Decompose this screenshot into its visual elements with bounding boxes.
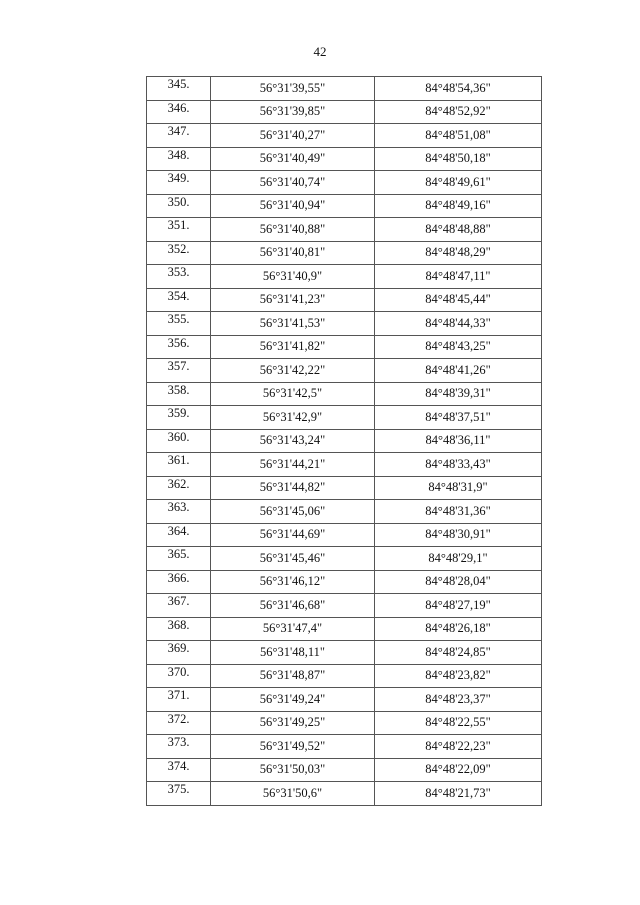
longitude-cell: 84°48'50,18" bbox=[375, 147, 542, 171]
point-number-cell: 366. bbox=[147, 570, 211, 594]
latitude-cell: 56°31'49,52" bbox=[211, 735, 375, 759]
point-number-cell: 357. bbox=[147, 359, 211, 383]
point-number-cell: 364. bbox=[147, 523, 211, 547]
longitude-cell: 84°48'27,19" bbox=[375, 594, 542, 618]
latitude-cell: 56°31'48,87" bbox=[211, 664, 375, 688]
point-number-cell: 354. bbox=[147, 288, 211, 312]
table-row bbox=[147, 335, 542, 359]
latitude-cell: 56°31'42,5" bbox=[211, 382, 375, 406]
latitude-cell: 56°31'40,88" bbox=[211, 218, 375, 242]
latitude-cell: 56°31'44,69" bbox=[211, 523, 375, 547]
latitude-cell: 56°31'49,25" bbox=[211, 711, 375, 735]
point-number-cell: 374. bbox=[147, 758, 211, 782]
longitude-cell: 84°48'28,04" bbox=[375, 570, 542, 594]
point-number-cell: 352. bbox=[147, 241, 211, 265]
latitude-cell: 56°31'43,24" bbox=[211, 429, 375, 453]
longitude-cell: 84°48'29,1" bbox=[375, 547, 542, 571]
latitude-cell: 56°31'40,81" bbox=[211, 241, 375, 265]
latitude-cell: 56°31'40,27" bbox=[211, 124, 375, 148]
longitude-cell: 84°48'36,11" bbox=[375, 429, 542, 453]
longitude-cell: 84°48'47,11" bbox=[375, 265, 542, 289]
longitude-cell: 84°48'23,82" bbox=[375, 664, 542, 688]
point-number-cell: 365. bbox=[147, 547, 211, 571]
latitude-cell: 56°31'50,6" bbox=[211, 782, 375, 806]
latitude-cell: 56°31'42,22" bbox=[211, 359, 375, 383]
longitude-cell: 84°48'26,18" bbox=[375, 617, 542, 641]
latitude-cell: 56°31'41,82" bbox=[211, 335, 375, 359]
point-number-cell: 359. bbox=[147, 406, 211, 430]
table-row bbox=[147, 288, 542, 312]
table-row bbox=[147, 171, 542, 195]
point-number-cell: 370. bbox=[147, 664, 211, 688]
latitude-cell: 56°31'46,12" bbox=[211, 570, 375, 594]
longitude-cell: 84°48'41,26" bbox=[375, 359, 542, 383]
longitude-cell: 84°48'45,44" bbox=[375, 288, 542, 312]
table-row bbox=[147, 312, 542, 336]
table-row bbox=[147, 711, 542, 735]
table-row bbox=[147, 594, 542, 618]
longitude-cell: 84°48'48,29" bbox=[375, 241, 542, 265]
table-row bbox=[147, 406, 542, 430]
page-number: 42 bbox=[313, 44, 327, 59]
latitude-cell: 56°31'50,03" bbox=[211, 758, 375, 782]
table-row bbox=[147, 547, 542, 571]
point-number-cell: 346. bbox=[147, 100, 211, 124]
table-row bbox=[147, 523, 542, 547]
latitude-cell: 56°31'47,4" bbox=[211, 617, 375, 641]
table-row bbox=[147, 100, 542, 124]
latitude-cell: 56°31'45,06" bbox=[211, 500, 375, 524]
point-number-cell: 356. bbox=[147, 335, 211, 359]
table-row bbox=[147, 641, 542, 665]
latitude-cell: 56°31'48,11" bbox=[211, 641, 375, 665]
latitude-cell: 56°31'39,55" bbox=[211, 77, 375, 101]
latitude-cell: 56°31'49,24" bbox=[211, 688, 375, 712]
table-row bbox=[147, 265, 542, 289]
coordinates-table-body bbox=[147, 77, 542, 806]
point-number-cell: 348. bbox=[147, 147, 211, 171]
table-row bbox=[147, 241, 542, 265]
point-number-cell: 369. bbox=[147, 641, 211, 665]
longitude-cell: 84°48'43,25" bbox=[375, 335, 542, 359]
point-number-cell: 353. bbox=[147, 265, 211, 289]
point-number-cell: 371. bbox=[147, 688, 211, 712]
longitude-cell: 84°48'48,88" bbox=[375, 218, 542, 242]
table-row bbox=[147, 429, 542, 453]
table-row bbox=[147, 359, 542, 383]
table-row bbox=[147, 147, 542, 171]
longitude-cell: 84°48'44,33" bbox=[375, 312, 542, 336]
table-row bbox=[147, 77, 542, 101]
point-number-cell: 361. bbox=[147, 453, 211, 477]
point-number-cell: 375. bbox=[147, 782, 211, 806]
table-row bbox=[147, 476, 542, 500]
latitude-cell: 56°31'40,94" bbox=[211, 194, 375, 218]
latitude-cell: 56°31'44,82" bbox=[211, 476, 375, 500]
point-number-cell: 349. bbox=[147, 171, 211, 195]
longitude-cell: 84°48'24,85" bbox=[375, 641, 542, 665]
point-number-cell: 345. bbox=[147, 77, 211, 101]
longitude-cell: 84°48'23,37" bbox=[375, 688, 542, 712]
point-number-cell: 368. bbox=[147, 617, 211, 641]
point-number-cell: 367. bbox=[147, 594, 211, 618]
longitude-cell: 84°48'33,43" bbox=[375, 453, 542, 477]
table-row bbox=[147, 664, 542, 688]
longitude-cell: 84°48'30,91" bbox=[375, 523, 542, 547]
point-number-cell: 355. bbox=[147, 312, 211, 336]
latitude-cell: 56°31'41,53" bbox=[211, 312, 375, 336]
table-row bbox=[147, 194, 542, 218]
longitude-cell: 84°48'31,36" bbox=[375, 500, 542, 524]
point-number-cell: 363. bbox=[147, 500, 211, 524]
point-number-cell: 373. bbox=[147, 735, 211, 759]
longitude-cell: 84°48'37,51" bbox=[375, 406, 542, 430]
point-number-cell: 372. bbox=[147, 711, 211, 735]
latitude-cell: 56°31'45,46" bbox=[211, 547, 375, 571]
point-number-cell: 347. bbox=[147, 124, 211, 148]
longitude-cell: 84°48'54,36" bbox=[375, 77, 542, 101]
longitude-cell: 84°48'21,73" bbox=[375, 782, 542, 806]
latitude-cell: 56°31'41,23" bbox=[211, 288, 375, 312]
point-number-cell: 362. bbox=[147, 476, 211, 500]
latitude-cell: 56°31'44,21" bbox=[211, 453, 375, 477]
latitude-cell: 56°31'39,85" bbox=[211, 100, 375, 124]
table-row bbox=[147, 735, 542, 759]
longitude-cell: 84°48'39,31" bbox=[375, 382, 542, 406]
table-row bbox=[147, 688, 542, 712]
table-row bbox=[147, 500, 542, 524]
longitude-cell: 84°48'51,08" bbox=[375, 124, 542, 148]
latitude-cell: 56°31'40,9" bbox=[211, 265, 375, 289]
latitude-cell: 56°31'46,68" bbox=[211, 594, 375, 618]
longitude-cell: 84°48'22,55" bbox=[375, 711, 542, 735]
longitude-cell: 84°48'52,92" bbox=[375, 100, 542, 124]
latitude-cell: 56°31'40,49" bbox=[211, 147, 375, 171]
longitude-cell: 84°48'22,09" bbox=[375, 758, 542, 782]
longitude-cell: 84°48'31,9" bbox=[375, 476, 542, 500]
longitude-cell: 84°48'22,23" bbox=[375, 735, 542, 759]
point-number-cell: 351. bbox=[147, 218, 211, 242]
longitude-cell: 84°48'49,61" bbox=[375, 171, 542, 195]
latitude-cell: 56°31'40,74" bbox=[211, 171, 375, 195]
table-row bbox=[147, 453, 542, 477]
table-row bbox=[147, 218, 542, 242]
point-number-cell: 358. bbox=[147, 382, 211, 406]
longitude-cell: 84°48'49,16" bbox=[375, 194, 542, 218]
point-number-cell: 350. bbox=[147, 194, 211, 218]
table-row bbox=[147, 782, 542, 806]
table-row bbox=[147, 617, 542, 641]
table-row bbox=[147, 382, 542, 406]
latitude-cell: 56°31'42,9" bbox=[211, 406, 375, 430]
table-row bbox=[147, 570, 542, 594]
table-row bbox=[147, 758, 542, 782]
coordinates-table bbox=[146, 76, 542, 806]
point-number-cell: 360. bbox=[147, 429, 211, 453]
table-row bbox=[147, 124, 542, 148]
